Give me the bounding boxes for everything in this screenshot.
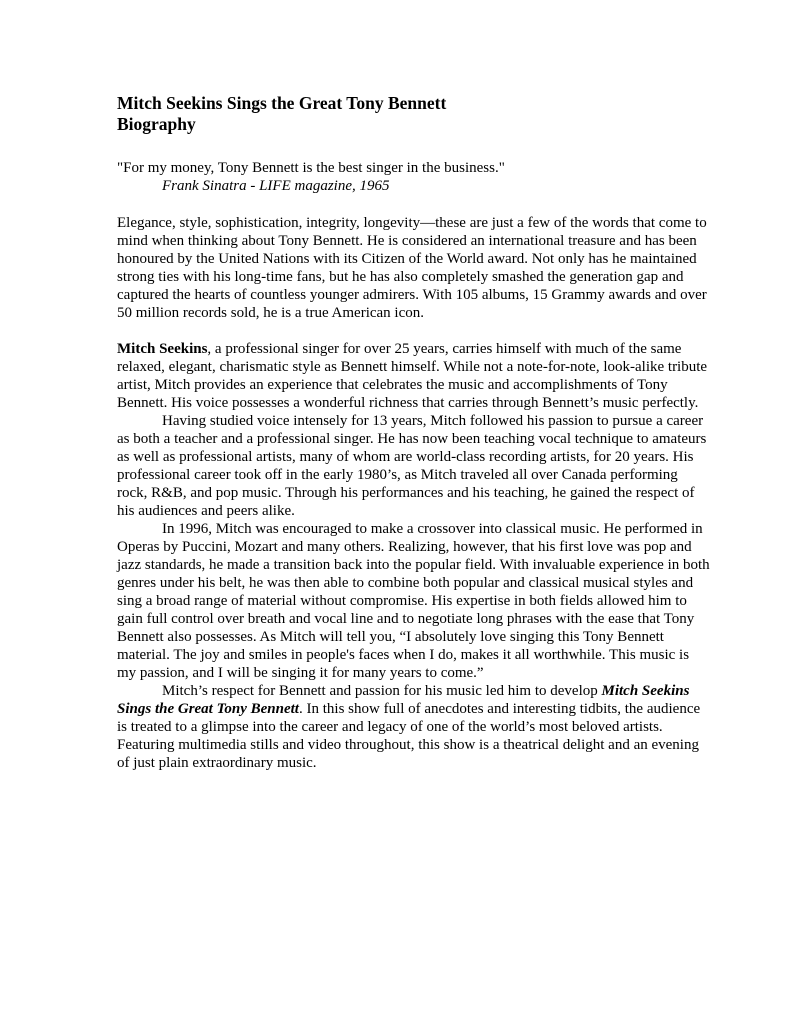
show-title: Mitch Seekins Sings the Great Tony Bennett	[117, 683, 690, 717]
mitch-name: Mitch Seekins	[117, 341, 208, 357]
crossover-paragraph: In 1996, Mitch was encouraged to make a crossover into classical music. He performed in Operas by Puccini, Mozart and many others. Realizing, however, that his first love was pop and jazz standards, he made a transition back into the popular field. With invaluable experience in both genres under his belt, he was then able to combine both popular and classical musical styles and sing a broad range of material without compromise. His expertise in both fields allowed him to gain full control over breath and vocal line and to negotiate long phrases with the ease that Tony Bennett also possesses. As Mitch will tell you, “I absolutely love singing this Tony Bennett material. The joy and smiles in people's faces when I do, makes it all worthwhile. This music is my passion, and I will be singing it for many years to come.”	[117, 521, 710, 681]
quote-text: "For my money, Tony Bennett is the best singer in the business."	[117, 160, 505, 176]
respect-paragraph-start: Mitch’s respect for Bennett and passion for his music led him to develop	[162, 683, 602, 699]
document-title	[117, 93, 711, 135]
respect-paragraph	[117, 682, 711, 772]
mitch-paragraph	[117, 340, 711, 412]
opening-quote	[117, 159, 711, 195]
quote-attribution: Frank Sinatra - LIFE magazine, 1965	[162, 178, 390, 194]
title-line-2: Biography	[117, 114, 196, 134]
respect-paragraph-end: . In this show full of anecdotes and interesting tidbits, the audience is treated to a glimpse into the career and legacy of one of the world’s most beloved artists. Featuring multimedia stills and video throughout, this show is a theatrical delight and an evening of just plain extraordinary music.	[117, 701, 701, 771]
intro-paragraph: Elegance, style, sophistication, integrity, longevity—these are just a few of the words that come to mind when thinking about Tony Bennett. He is considered an international treasure and has been honoured by the United Nations with its Citizen of the World award. Not only has he maintained strong ties with his long-time fans, but he has also completely smashed the generation gap and captured the hearts of countless younger admirers. With 105 albums, 15 Grammy awards and over 50 million records sold, he is a true American icon.	[117, 215, 707, 321]
studied-paragraph: Having studied voice intensely for 13 years, Mitch followed his passion to pursue a career as both a teacher and a professional singer. He has now been teaching vocal technique to amateurs as well as professional artists, many of whom are world-class recording artists, for 20 years. His professional career took off in the early 1980’s, as Mitch traveled all over Canada performing rock, R&B, and pop music. Through his performances and his teaching, he gained the respect of his audiences and peers alike.	[117, 413, 707, 519]
mitch-paragraph-text: , a professional singer for over 25 years, carries himself with much of the same relaxed, elegant, charismatic style as Bennett himself. While not a note-for-note, look-alike tribute artist, Mitch provides an experience that celebrates the music and accomplishments of Tony Bennett. His voice possesses a wonderful richness that carries through Bennett’s music perfectly.	[117, 341, 708, 411]
title-line-1: Mitch Seekins Sings the Great Tony Bennett	[117, 93, 447, 113]
